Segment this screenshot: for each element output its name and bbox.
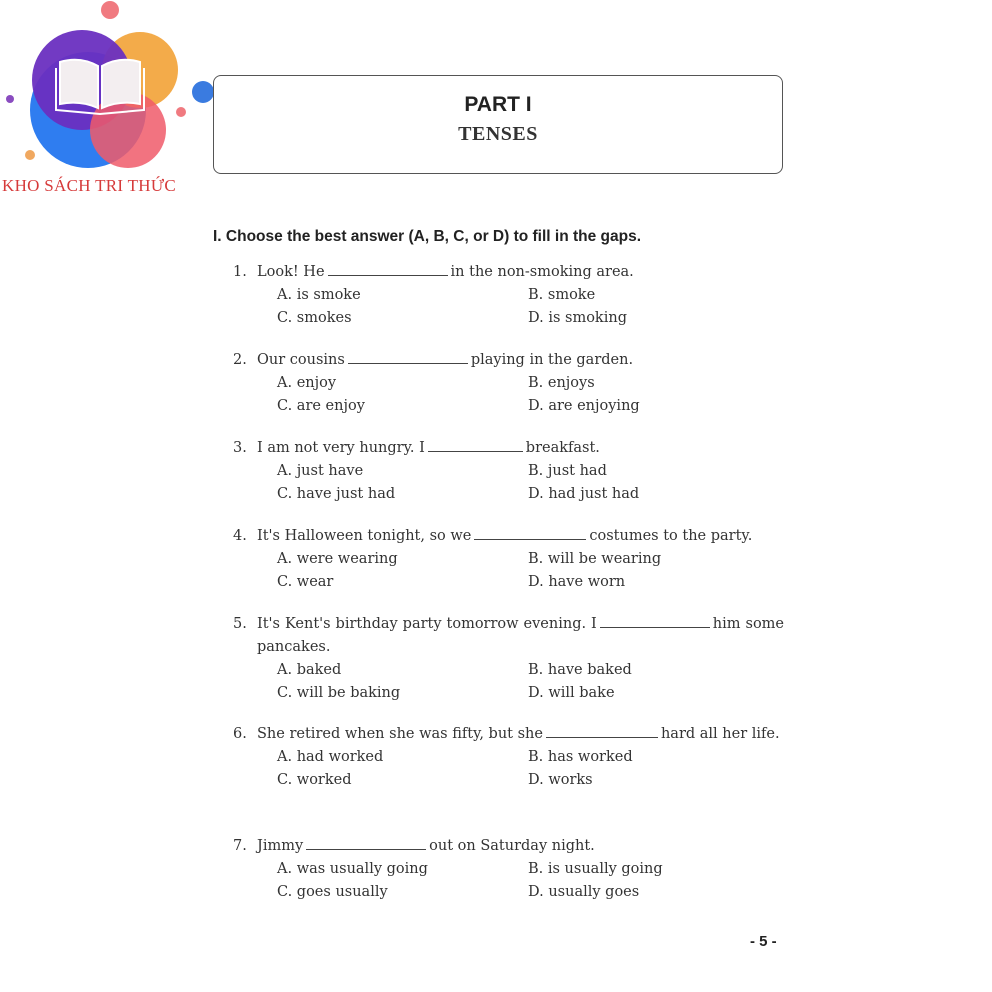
answer-options bbox=[277, 659, 784, 705]
stem-after: in the non-smoking area. bbox=[450, 264, 634, 280]
answer-option: C. are enjoy bbox=[277, 398, 365, 414]
question-number: 1. bbox=[233, 264, 247, 280]
stem-before: I am not very hungry. I bbox=[257, 440, 425, 456]
answer-options bbox=[277, 460, 784, 506]
answer-options bbox=[277, 858, 784, 904]
answer-option: A. enjoy bbox=[277, 375, 337, 391]
answer-option: A. baked bbox=[277, 662, 342, 678]
answer-blank bbox=[348, 349, 468, 364]
answer-option: C. have just had bbox=[277, 486, 396, 502]
answer-option: B. smoke bbox=[528, 287, 596, 303]
question-stem bbox=[257, 261, 784, 284]
answer-option: A. just have bbox=[277, 463, 364, 479]
question-item bbox=[233, 613, 784, 705]
question-item bbox=[233, 261, 784, 330]
answer-option: B. will be wearing bbox=[528, 551, 662, 567]
answer-options bbox=[277, 372, 784, 418]
stem-after: costumes to the party. bbox=[589, 528, 753, 544]
question-item bbox=[233, 525, 784, 594]
answer-option: D. works bbox=[528, 772, 593, 788]
answer-option: D. have worn bbox=[528, 574, 626, 590]
answer-blank bbox=[306, 835, 426, 850]
answer-option: C. goes usually bbox=[277, 884, 388, 900]
answer-option: B. just had bbox=[528, 463, 607, 479]
question-number: 5. bbox=[233, 616, 247, 632]
answer-option: A. had worked bbox=[277, 749, 384, 765]
answer-blank bbox=[328, 261, 448, 276]
question-item bbox=[233, 723, 784, 792]
answer-option: A. were wearing bbox=[277, 551, 398, 567]
stem-before: Jimmy bbox=[257, 838, 304, 854]
answer-option: D. usually goes bbox=[528, 884, 640, 900]
answer-option: C. smokes bbox=[277, 310, 352, 326]
stem-after: breakfast. bbox=[525, 440, 600, 456]
stem-before: Our cousins bbox=[257, 352, 345, 368]
answer-option: B. have baked bbox=[528, 662, 632, 678]
part-label: PART I bbox=[464, 93, 532, 116]
answer-option: A. was usually going bbox=[277, 861, 428, 877]
part-header-box bbox=[213, 75, 783, 174]
question-stem bbox=[257, 437, 784, 460]
stem-after: playing in the garden. bbox=[470, 352, 634, 368]
stem-after: out on Saturday night. bbox=[429, 838, 595, 854]
question-stem bbox=[257, 525, 784, 548]
question-number: 6. bbox=[233, 726, 247, 742]
answer-option: C. wear bbox=[277, 574, 334, 590]
brand-name: KHO SÁCH TRI THỨC bbox=[2, 176, 176, 195]
answer-option: D. are enjoying bbox=[528, 398, 640, 414]
question-item bbox=[233, 835, 784, 904]
question-stem bbox=[257, 835, 784, 858]
question-number: 3. bbox=[233, 440, 247, 456]
stem-after: hard all her life. bbox=[660, 726, 780, 742]
answer-options bbox=[277, 746, 784, 792]
question-number: 7. bbox=[233, 838, 247, 854]
question-number: 2. bbox=[233, 352, 247, 368]
answer-blank bbox=[474, 525, 586, 540]
exercise-instruction: I. Choose the best answer (A, B, C, or D) to fill in the gaps. bbox=[213, 228, 642, 245]
answer-option: D. had just had bbox=[528, 486, 640, 502]
brand-logo bbox=[0, 0, 230, 200]
answer-option: B. has worked bbox=[528, 749, 633, 765]
stem-before: She retired when she was fifty, but she bbox=[257, 726, 543, 742]
question-stem bbox=[257, 723, 784, 746]
answer-option: B. is usually going bbox=[528, 861, 663, 877]
stem-after: him some pancakes. bbox=[257, 616, 784, 655]
answer-options bbox=[277, 548, 784, 594]
stem-before: Look! He bbox=[257, 264, 325, 280]
part-title: TENSES bbox=[458, 123, 538, 145]
answer-options bbox=[277, 284, 784, 330]
page-number: - 5 - bbox=[750, 933, 777, 950]
question-stem bbox=[257, 349, 784, 372]
answer-blank bbox=[428, 437, 523, 452]
question-number: 4. bbox=[233, 528, 247, 544]
question-stem bbox=[257, 613, 784, 659]
answer-blank bbox=[600, 613, 710, 628]
question-item bbox=[233, 437, 784, 506]
question-item bbox=[233, 349, 784, 418]
answer-option: C. will be baking bbox=[277, 685, 401, 701]
stem-before: It's Kent's birthday party tomorrow evening. I bbox=[257, 616, 597, 632]
answer-option: A. is smoke bbox=[277, 287, 361, 303]
answer-option: C. worked bbox=[277, 772, 352, 788]
answer-option: D. will bake bbox=[528, 685, 615, 701]
stem-before: It's Halloween tonight, so we bbox=[257, 528, 472, 544]
answer-option: D. is smoking bbox=[528, 310, 627, 326]
answer-blank bbox=[546, 723, 658, 738]
answer-option: B. enjoys bbox=[528, 375, 595, 391]
